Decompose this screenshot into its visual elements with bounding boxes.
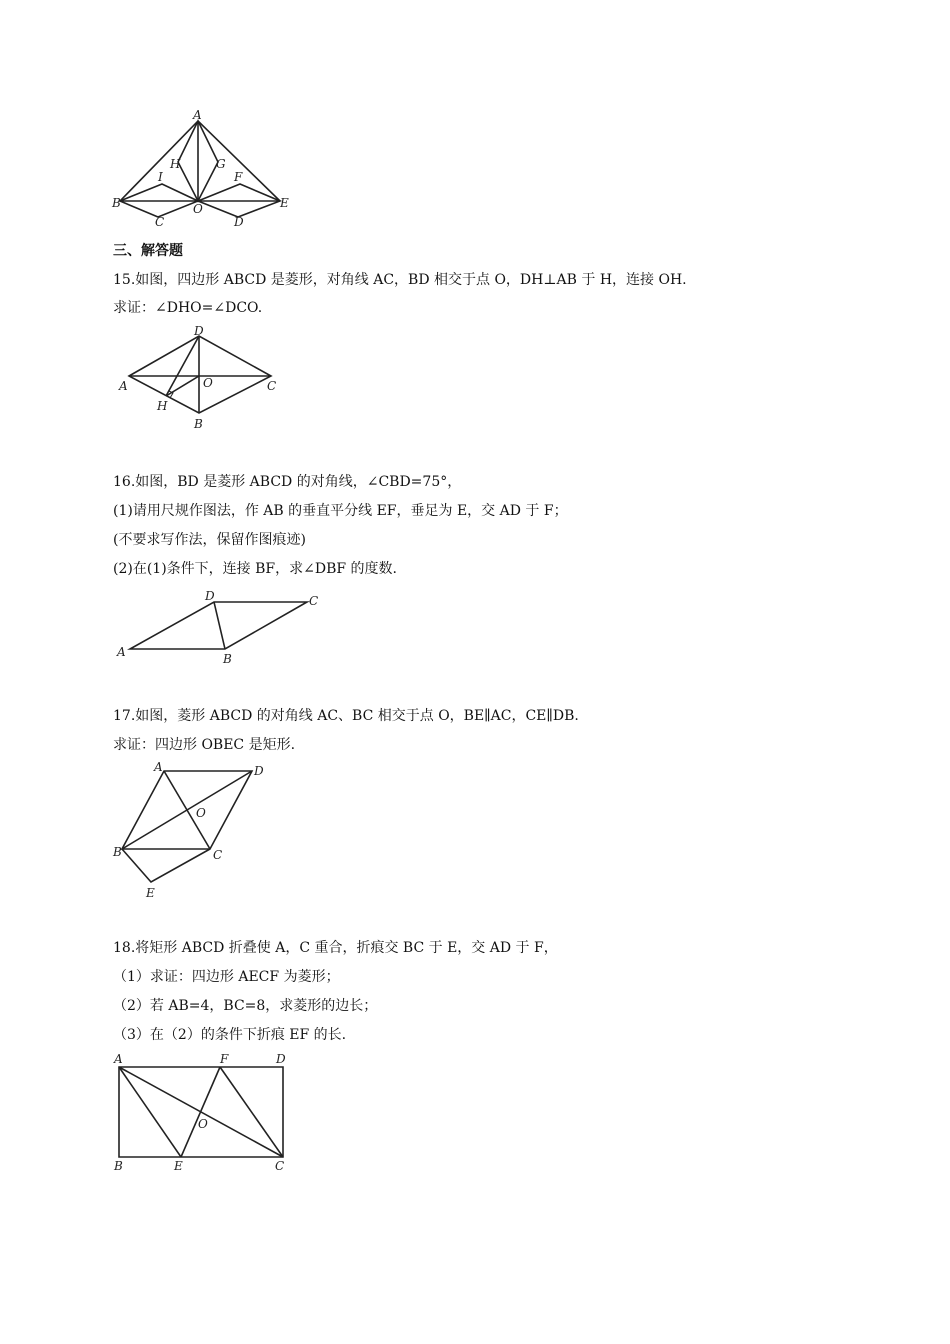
label-o: O [203,376,213,390]
section-heading: 三、解答题 [113,243,183,259]
q16-note: (不要求写作法，保留作图痕迹) [113,532,306,548]
label-a: A [114,1052,123,1066]
label-a: A [117,645,126,659]
figure-q16 [108,585,333,670]
figure-q15-svg [108,322,288,434]
label-i: I [158,170,163,184]
label-a: A [119,379,128,393]
q17-prove: 求证：四边形 OBEC 是矩形. [113,737,296,753]
figure-q14 [108,108,298,233]
label-e: E [280,196,289,210]
label-e: E [146,886,155,900]
q16-statement: 16.如图，BD 是菱形 ABCD 的对角线，∠CBD=75°， [113,474,462,490]
label-b: B [223,652,232,666]
rhombus-abcd [130,602,307,649]
diagonal-bd [214,602,225,649]
label-d: D [205,589,215,603]
label-c: C [267,379,277,393]
label-c: C [309,594,319,608]
figure-q17 [108,758,273,903]
figure-q16-svg [108,585,333,670]
q15-statement: 15.如图，四边形 ABCD 是菱形，对角线 AC，BD 相交于点 O，DH⊥AB 于 H，连接 OH. [113,272,687,288]
label-o: O [193,202,203,216]
label-f: F [234,170,243,184]
figure-q18-svg [108,1046,298,1176]
segments-be-ec [122,849,210,882]
segment-ae [119,1067,181,1157]
label-d: D [234,215,244,229]
label-c: C [213,848,223,862]
label-c: C [275,1159,285,1173]
label-a: A [154,760,163,774]
rhombus-abcd [129,336,271,413]
label-d: D [276,1052,286,1066]
label-h: H [170,157,181,171]
figure-q18 [108,1046,298,1176]
q17-statement: 17.如图，菱形 ABCD 的对角线 AC、BC 相交于点 O，BE∥AC，CE∥DB. [113,708,579,724]
q18-part1: （1）求证：四边形 AECF 为菱形； [113,969,340,985]
segment-fc [220,1067,283,1157]
label-c: C [155,215,165,229]
segment-ae [198,121,280,201]
fold-ef [181,1067,220,1157]
q16-part2: (2)在(1)条件下，连接 BF，求∠DBF 的度数. [113,561,397,577]
label-e: E [174,1159,183,1173]
figure-q15 [108,322,288,434]
label-f: F [220,1052,229,1066]
q15-prove: 求证：∠DHO=∠DCO. [113,300,263,316]
q16-part1: (1)请用尺规作图法，作 AB 的垂直平分线 EF，垂足为 E，交 AD 于 F； [113,503,568,519]
label-a: A [193,108,202,122]
figure-q17-svg [108,758,273,903]
label-h: H [157,399,168,413]
label-b: B [114,1159,123,1173]
q18-part2: （2）若 AB=4，BC=8，求菱形的边长； [113,998,378,1014]
label-b: B [112,196,121,210]
diagonal-bd [122,771,252,849]
label-o: O [196,806,206,820]
segment-ab [120,121,198,201]
label-b: B [194,417,203,431]
label-b: B [113,845,122,859]
label-d: D [194,324,204,338]
figure-q14-svg [108,108,298,233]
q18-part3: （3）在（2）的条件下折痕 EF 的长. [113,1027,347,1043]
label-o: O [198,1117,208,1131]
q18-statement: 18.将矩形 ABCD 折叠使 A，C 重合，折痕交 BC 于 E，交 AD 于 F， [113,940,558,956]
label-g: G [216,157,226,171]
label-d: D [254,764,264,778]
